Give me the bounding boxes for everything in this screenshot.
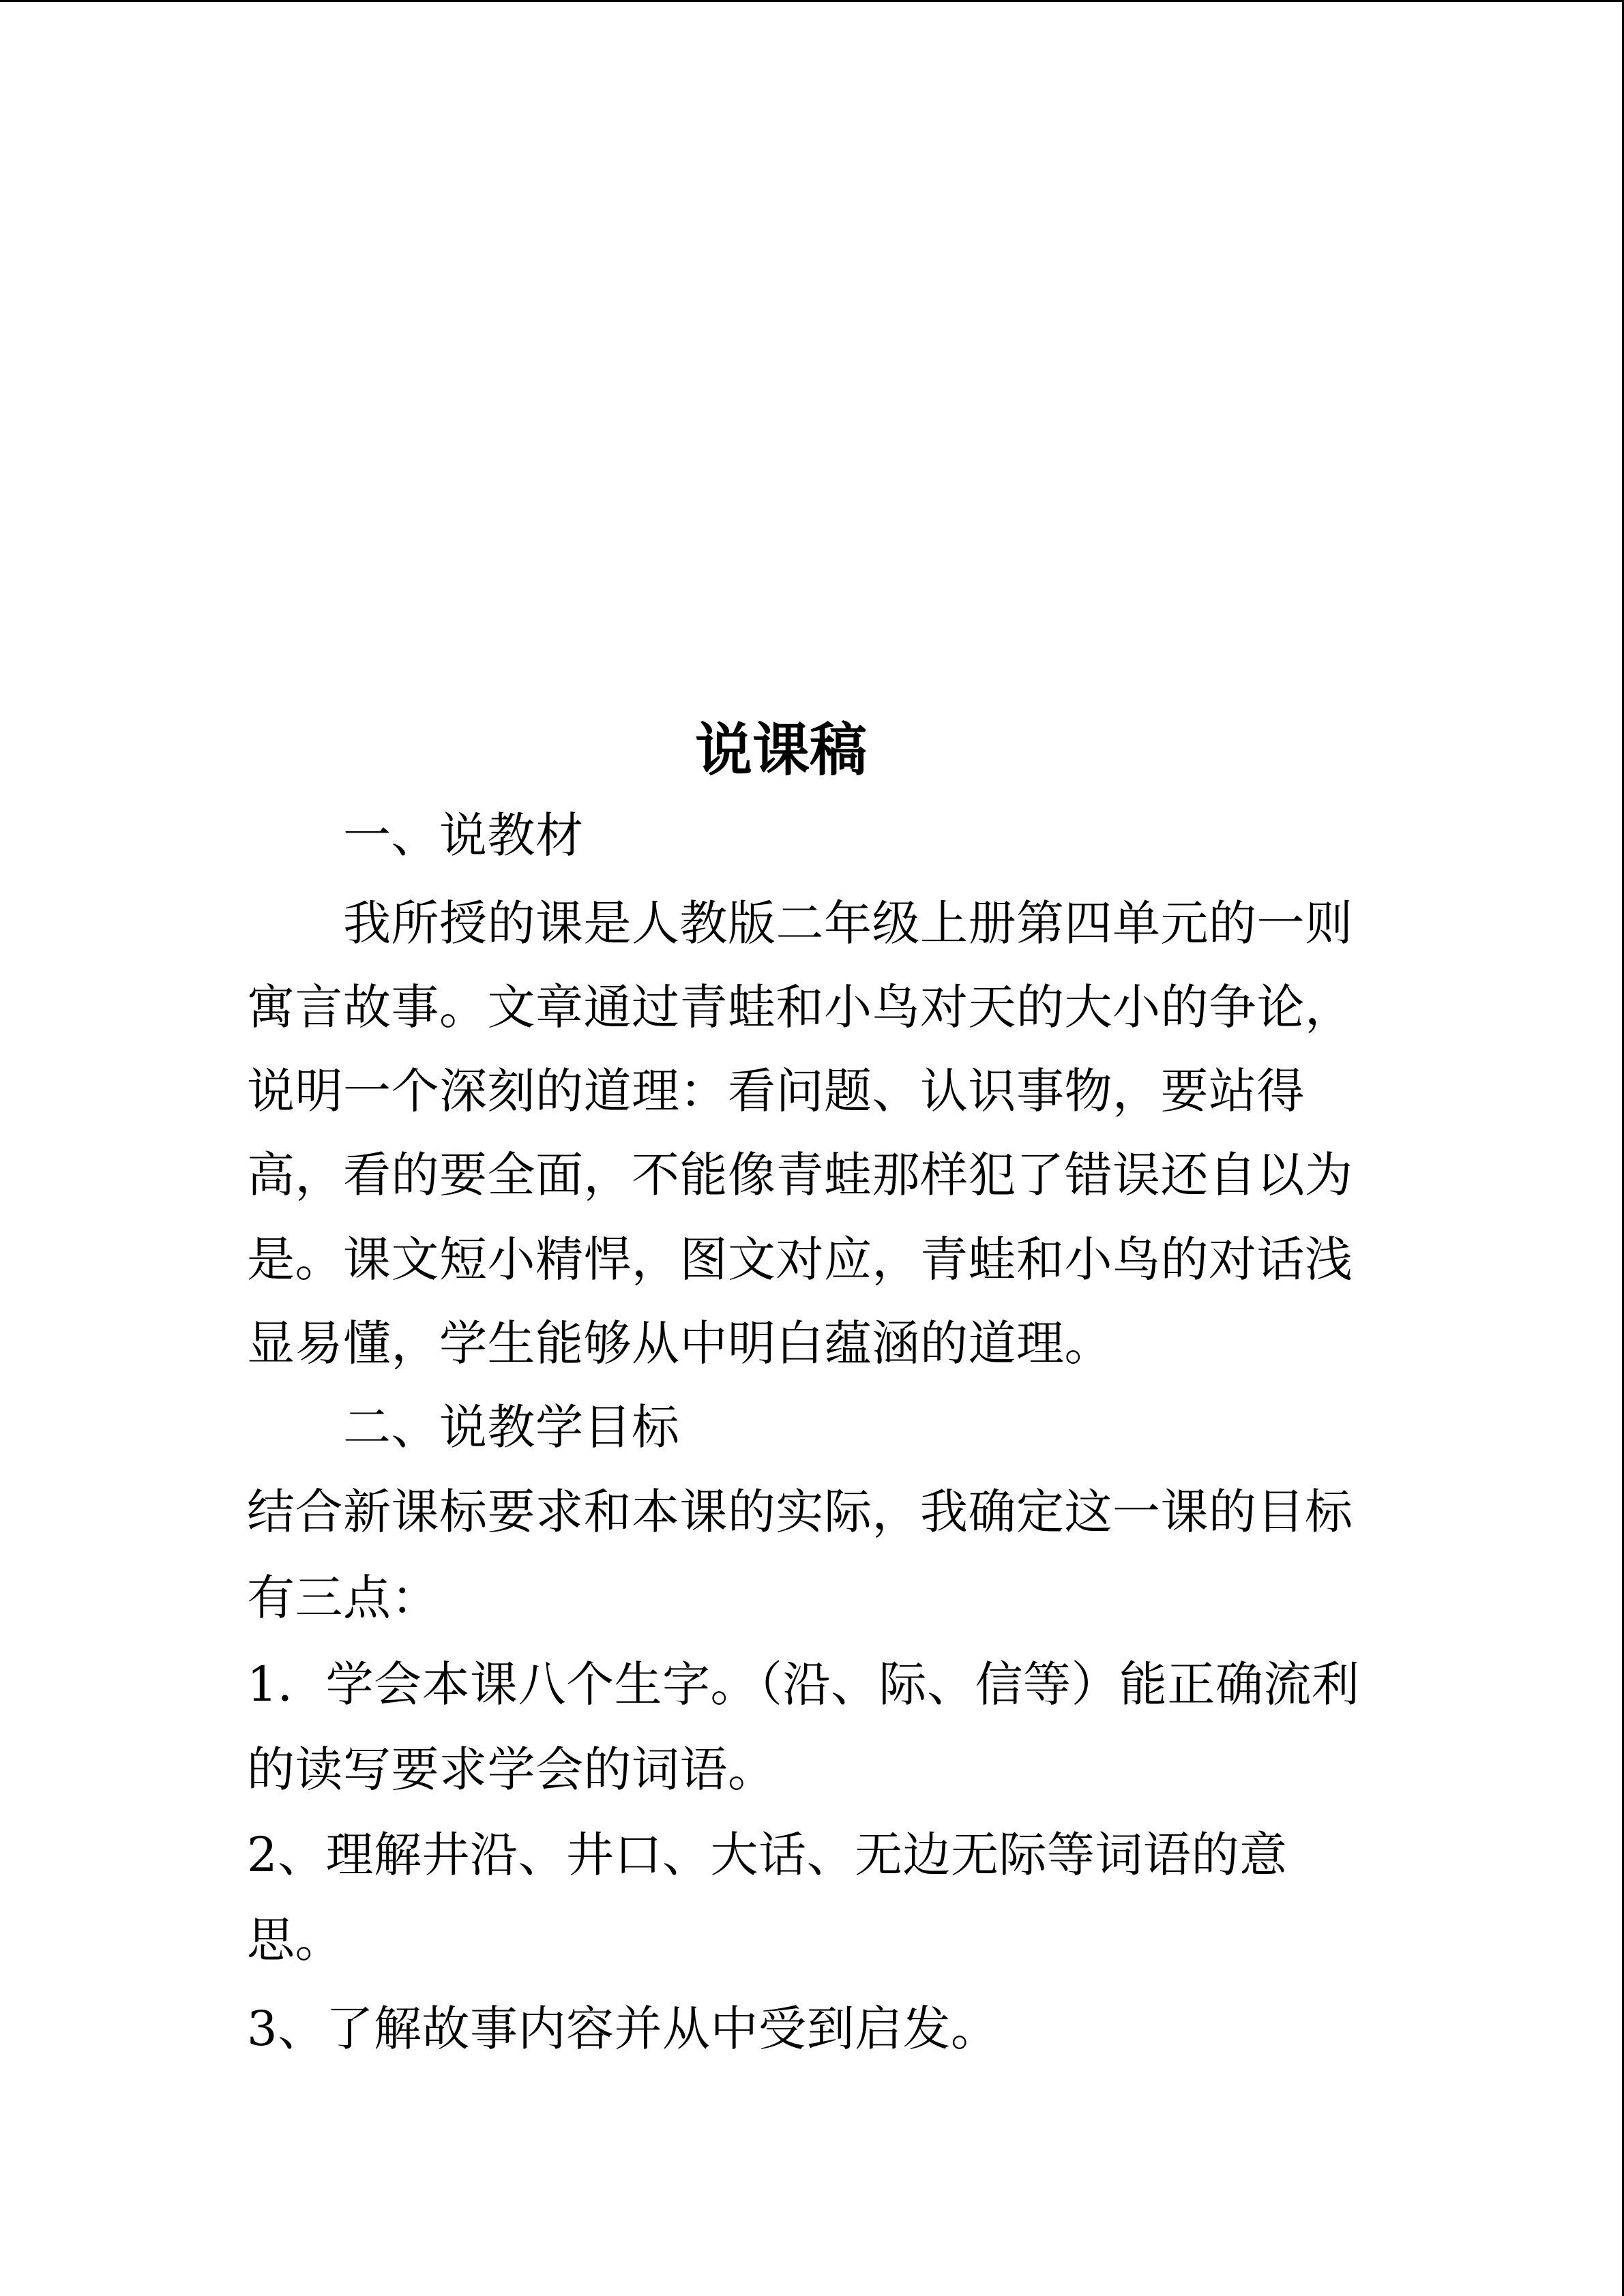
paragraph-line: 寓言故事。文章通过青蛙和小鸟对天的大小的争论，: [247, 979, 1353, 1035]
section-heading-textbook: 一、说教材: [343, 807, 584, 863]
paragraph-line: 说明一个深刻的道理：看问题、认识事物，要站得: [247, 1063, 1305, 1119]
page-top-border: [0, 0, 1624, 2]
list-item-3: 3、了解故事内容并从中受到启发。: [247, 2001, 999, 2057]
paragraph-line: 高，看的要全面，不能像青蛙那样犯了错误还自以为: [247, 1147, 1353, 1203]
paragraph-line: 结合新课标要求和本课的实际，我确定这一课的目标: [247, 1484, 1353, 1540]
page-title: 说课稿: [694, 717, 867, 784]
paragraph-line: 我所授的课是人教版二年级上册第四单元的一则: [343, 895, 1353, 951]
list-item-1-cont: 的读写要求学会的词语。: [247, 1742, 776, 1798]
list-item-1: 1．学会本课八个生字。（沿、际、信等）能正确流利: [247, 1656, 1360, 1712]
paragraph-line: 显易懂，学生能够从中明白蕴涵的道理。: [247, 1315, 1112, 1371]
paragraph-line: 是。课文短小精悍，图文对应，青蛙和小鸟的对话浅: [247, 1232, 1353, 1287]
section-heading-objectives: 二、说教学目标: [343, 1399, 680, 1455]
list-item-2: 2、理解井沿、井口、大话、无边无际等词语的意: [247, 1827, 1288, 1883]
paragraph-line: 有三点：: [247, 1570, 439, 1626]
list-item-2-cont: 思。: [247, 1912, 343, 1968]
